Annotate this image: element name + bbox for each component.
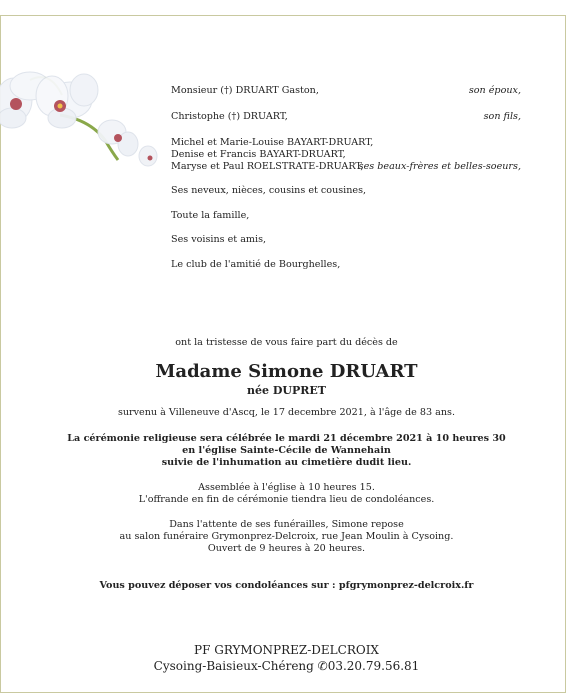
death-info: survenu à Villeneuve d'Ascq, le 17 decembre 2021, à l'âge de 83 ans. <box>117 407 456 418</box>
orchid-flower-decoration <box>0 60 170 180</box>
deceased-name: Madame Simone DRUART <box>155 361 418 382</box>
ceremony-line: La cérémonie religieuse sera célébrée le mardi 21 décembre 2021 à 10 heures 30 <box>67 433 506 444</box>
family-member: Maryse et Paul ROELSTRATE-DRUART, <box>171 161 364 172</box>
funeral-home-address: Cysoing-Baisieux-Chéreng ✆03.20.79.56.81 <box>153 659 420 673</box>
family-member: Toute la famille, <box>171 210 250 221</box>
family-member: Christophe (†) DRUART, <box>171 111 288 122</box>
assembly-line: L'offrande en fin de cérémonie tiendra lieu de condoléances. <box>138 494 435 505</box>
family-member: Michel et Marie-Louise BAYART-DRUART, <box>171 137 374 148</box>
rest-line: Dans l'attente de ses funérailles, Simone repose <box>169 519 404 530</box>
condolences-link[interactable]: Vous pouvez déposer vos condoléances sur : pfgrymonprez-delcroix.fr <box>99 580 474 591</box>
family-member: Ses neveux, nièces, cousins et cousines, <box>171 185 367 196</box>
family-role: son époux, <box>468 85 521 96</box>
family-member: Le club de l'amitié de Bourghelles, <box>171 259 341 270</box>
family-role: ses beaux-frères et belles-soeurs, <box>358 161 521 172</box>
family-role: son fils, <box>483 111 521 122</box>
announcement-text: ont la tristesse de vous faire part du décès de <box>175 337 398 348</box>
ceremony-line: en l'église Sainte-Cécile de Wannehain <box>182 445 391 456</box>
rest-line: au salon funéraire Grymonprez-Delcroix, rue Jean Moulin à Cysoing. <box>119 531 454 542</box>
family-member: Monsieur (†) DRUART Gaston, <box>171 85 319 96</box>
family-member: Ses voisins et amis, <box>171 234 267 245</box>
family-member: Denise et Francis BAYART-DRUART, <box>171 149 346 160</box>
funeral-home-name: PF GRYMONPREZ-DELCROIX <box>194 643 379 657</box>
rest-line: Ouvert de 9 heures à 20 heures. <box>207 543 366 554</box>
assembly-line: Assemblée à l'église à 10 heures 15. <box>198 482 375 493</box>
maiden-name: née DUPRET <box>247 384 326 397</box>
ceremony-line: suivie de l'inhumation au cimetière dudit lieu. <box>161 457 412 468</box>
